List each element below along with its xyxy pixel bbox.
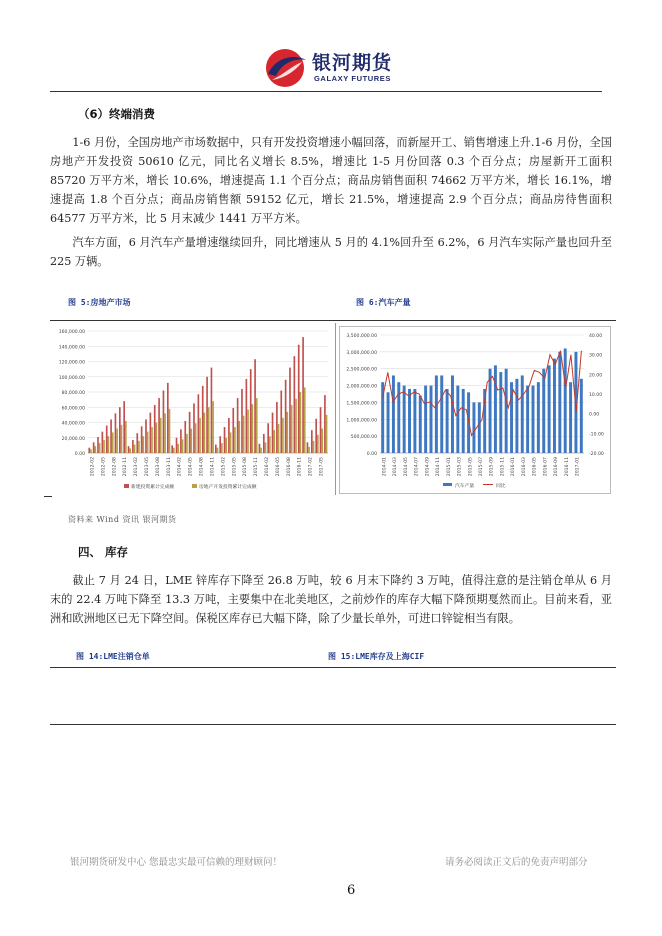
figure-15-label: 图 15:LME库存及上海CIF (328, 652, 425, 661)
bar-auto-production (387, 392, 390, 453)
bar-development-investment (256, 398, 258, 453)
bar-development-investment (243, 416, 245, 453)
bar-auto-production (446, 389, 449, 453)
bar-development-investment (204, 413, 206, 453)
bar-development-investment (169, 409, 171, 453)
y-left-tick-label: 2,000,000.00 (346, 384, 377, 390)
bar-new-investment (106, 426, 108, 453)
bar-development-investment (260, 448, 262, 453)
bar-new-investment (276, 402, 278, 453)
x-tick-label: 2016-11 (297, 457, 303, 477)
figure-6-label: 图 6:汽车产量 (356, 298, 411, 307)
legend-label-development-investment: 房地产开发投资累计完成额 (199, 485, 257, 490)
bar-auto-production (435, 375, 438, 453)
bar-new-investment (320, 407, 322, 453)
y-tick-label: 40,000.00 (61, 421, 85, 427)
x-tick-label: 2016-08 (286, 457, 292, 477)
bar-new-investment (250, 369, 252, 453)
bar-new-investment (180, 429, 182, 453)
bar-development-investment (278, 424, 280, 453)
page-number: 6 (347, 883, 356, 898)
bar-new-investment (302, 337, 304, 453)
bar-development-investment (234, 427, 236, 453)
x-tick-label: 2015-11 (500, 457, 506, 477)
bar-new-investment (285, 380, 287, 453)
real-estate-chart-svg (50, 323, 335, 495)
bar-development-investment (112, 432, 114, 453)
bar-auto-production (505, 369, 508, 453)
bar-new-investment (88, 448, 90, 453)
paragraph-real-estate: 1-6 月份，全国房地产市场数据中，只有开发投资增速小幅回落，而新屋开工、销售增速上升.1-6 月份，全国房地产开发投资 50610 亿元，同比名义增长 8.5%，增速比 1-5 月份回落 0.3 个百分点；房屋新开工面积 85720 万平方米，增长 10.6%，增速提高 1.1 个百分点；商品房销售面积 74662 万平方米，增长 16.1%，增速提高 1.8 个百分点；商品房销售额 59152 亿元，增长 21.5%，增速提高 2.9 个百分点；商品房待售面积 64577 万平方米，比 5 月末减少 1441 万平方米。 (50, 136, 612, 225)
figure-bottom-rule-2 (50, 724, 616, 725)
bar-auto-production (408, 389, 411, 453)
x-tick-label: 2012-08 (112, 457, 118, 477)
bar-auto-production (526, 386, 529, 453)
y-right-tick-label: 10.00 (589, 393, 603, 398)
section-title-consumption: （6）终端消费 (78, 107, 156, 121)
bar-auto-production (532, 386, 535, 453)
x-tick-label: 2014-08 (199, 457, 205, 477)
bar-development-investment (108, 436, 110, 453)
real-estate-chart (50, 323, 336, 495)
bar-new-investment (176, 438, 178, 453)
bar-new-investment (267, 423, 269, 453)
bar-auto-production (419, 396, 422, 453)
x-tick-label: 2015-11 (254, 457, 260, 477)
x-tick-label: 2016-01 (511, 457, 517, 477)
bar-development-investment (217, 448, 219, 453)
bar-development-investment (221, 443, 223, 453)
bar-auto-production (413, 389, 416, 453)
figure-bottom-rule (50, 667, 616, 668)
bar-development-investment (186, 434, 188, 453)
bar-auto-production (451, 375, 454, 453)
bar-development-investment (291, 405, 293, 453)
galaxy-logo-icon (262, 44, 308, 90)
figure-14-label: 图 14:LME注销仓单 (76, 652, 150, 661)
y-left-tick-label: 1,000,000.00 (346, 418, 377, 424)
bar-auto-production (569, 382, 572, 453)
bar-new-investment (263, 434, 265, 453)
bar-auto-production (397, 382, 400, 453)
x-tick-label: 2014-01 (382, 457, 388, 477)
bar-new-investment (136, 433, 138, 453)
x-tick-label: 2014-11 (210, 457, 216, 477)
footer-disclaimer: 请务必阅读正文后的免责声明部分 (445, 857, 588, 868)
bar-auto-production (424, 386, 427, 453)
figure-top-rule (50, 320, 616, 321)
bar-auto-production (489, 369, 492, 453)
bar-development-investment (173, 448, 175, 453)
bar-auto-production (548, 365, 551, 453)
bar-development-investment (238, 421, 240, 453)
bar-auto-production (580, 379, 583, 453)
x-tick-label: 2016-11 (564, 457, 570, 477)
bar-new-investment (119, 407, 121, 453)
bar-development-investment (160, 418, 162, 453)
bar-new-investment (241, 389, 243, 453)
x-tick-label: 2016-05 (275, 457, 281, 477)
figure-5-label: 图 5:房地产市场 (68, 298, 131, 307)
bar-development-investment (269, 436, 271, 453)
bar-auto-production (440, 375, 443, 453)
bar-development-investment (156, 423, 158, 454)
bar-new-investment (128, 446, 130, 453)
bar-auto-production (494, 365, 497, 453)
y-left-tick-label: 0.00 (366, 452, 377, 457)
bar-new-investment (123, 401, 125, 453)
bar-new-investment (150, 413, 152, 453)
bar-new-investment (307, 442, 309, 453)
x-tick-label: 2015-01 (446, 457, 452, 477)
x-tick-label: 2015-05 (468, 457, 474, 477)
bar-development-investment (151, 427, 153, 453)
bar-development-investment (265, 442, 267, 453)
bar-development-investment (304, 387, 306, 453)
bar-auto-production (472, 402, 475, 453)
bar-new-investment (237, 398, 239, 453)
bar-auto-production (564, 348, 567, 453)
bar-new-investment (289, 368, 291, 453)
bar-development-investment (94, 446, 96, 453)
y-left-tick-label: 2,500,000.00 (346, 367, 377, 373)
bar-development-investment (252, 404, 254, 453)
bar-new-investment (132, 440, 134, 453)
bar-auto-production (553, 359, 556, 453)
bar-new-investment (202, 386, 204, 453)
legend-swatch-auto-production (443, 483, 452, 486)
x-tick-label: 2017-05 (319, 457, 325, 477)
x-tick-label: 2013-05 (145, 457, 150, 477)
y-left-tick-label: 3,000,000.00 (346, 350, 377, 356)
bar-development-investment (286, 412, 288, 453)
y-tick-label: 100,000.00 (58, 375, 85, 381)
x-tick-label: 2015-08 (243, 457, 249, 477)
bar-development-investment (90, 449, 92, 453)
y-tick-label: 0.00 (74, 452, 85, 457)
bar-new-investment (167, 383, 169, 453)
x-tick-label: 2015-07 (479, 457, 484, 477)
y-tick-label: 160,000.00 (58, 330, 85, 335)
bar-new-investment (97, 437, 99, 453)
bar-new-investment (215, 445, 217, 453)
bar-new-investment (246, 379, 248, 453)
y-tick-label: 20,000.00 (61, 436, 85, 442)
y-tick-label: 140,000.00 (58, 345, 85, 351)
bar-development-investment (138, 441, 140, 453)
bar-development-investment (177, 444, 179, 453)
x-tick-label: 2016-07 (543, 457, 549, 477)
bar-new-investment (93, 442, 95, 453)
bar-new-investment (280, 390, 282, 453)
x-tick-label: 2015-05 (232, 457, 238, 477)
bar-new-investment (145, 419, 147, 453)
bar-auto-production (403, 386, 406, 453)
bar-development-investment (282, 418, 284, 453)
x-tick-label: 2014-03 (393, 457, 399, 477)
bar-development-investment (230, 432, 232, 453)
bar-auto-production (515, 379, 518, 453)
x-tick-label: 2014-02 (177, 457, 183, 477)
bar-development-investment (103, 440, 105, 453)
bar-development-investment (142, 436, 144, 453)
bar-development-investment (129, 448, 131, 453)
y-right-tick-label: 30.00 (589, 353, 603, 359)
x-tick-label: 2013-11 (166, 457, 172, 477)
legend-label-new-investment: 新建投资累计完成额 (131, 485, 175, 490)
bar-new-investment (224, 427, 226, 453)
x-tick-label: 2012-02 (90, 457, 96, 477)
bar-development-investment (326, 415, 328, 453)
x-tick-label: 2016-03 (521, 457, 527, 477)
bar-new-investment (219, 436, 221, 453)
x-tick-label: 2014-09 (425, 457, 431, 477)
brand-name-cn: 银河期货 (312, 52, 393, 74)
bar-development-investment (247, 410, 249, 453)
bar-development-investment (295, 399, 297, 453)
brand-name-en: GALAXY FUTURES (314, 74, 392, 83)
bar-new-investment (189, 412, 191, 453)
x-tick-label: 2014-11 (436, 457, 442, 477)
bar-auto-production (499, 372, 502, 453)
bar-new-investment (102, 432, 104, 453)
bar-new-investment (298, 345, 300, 453)
legend-swatch-development-investment (192, 484, 197, 488)
bar-auto-production (521, 375, 524, 453)
bar-development-investment (313, 441, 315, 453)
bar-development-investment (273, 430, 275, 453)
x-tick-label: 2014-05 (403, 457, 409, 477)
bar-development-investment (182, 439, 184, 453)
bar-development-investment (190, 429, 192, 453)
auto-production-chart (339, 326, 611, 494)
bar-development-investment (99, 443, 101, 453)
x-tick-label: 2017-02 (308, 457, 314, 477)
bar-auto-production (392, 375, 395, 453)
paragraph-auto: 汽车方面，6 月汽车产量增速继续回升，同比增速从 5 月的 4.1%回升至 6.2%，6 月汽车实际产量也回升至 225 万辆。 (50, 236, 612, 268)
bar-new-investment (154, 405, 156, 453)
line-yoy-growth (383, 351, 582, 436)
bar-development-investment (308, 447, 310, 453)
legend-label-yoy: 同比 (496, 484, 506, 489)
x-tick-label: 2016-05 (532, 457, 538, 477)
chart-corner-tick (44, 496, 52, 497)
bar-new-investment (311, 430, 313, 453)
header-divider (50, 91, 602, 92)
x-tick-label: 2015-03 (457, 457, 463, 477)
bar-new-investment (259, 444, 261, 453)
galaxy-futures-logo (262, 44, 412, 92)
y-left-tick-label: 1,500,000.00 (346, 401, 377, 407)
bar-new-investment (254, 359, 256, 453)
y-left-tick-label: 500,000.00 (350, 435, 377, 441)
bar-new-investment (198, 394, 200, 453)
paragraph-inventory: 截止 7 月 24 日，LME 锌库存下降至 26.8 万吨，较 6 月末下降约 3 万吨，值得注意的是注销仓单从 6 月末的 22.4 万吨下降至 13.3 万吨，主要集中在北美地区，之前炒作的库存大幅下降预期戛然而止。目前来看，亚洲和欧洲地区已无下降空间。保税区库存已大幅下降，除了少量长单外，可进口锌锭相当有限。 (50, 574, 612, 625)
bar-auto-production (462, 389, 465, 453)
bar-development-investment (164, 413, 166, 453)
x-tick-label: 2016-02 (265, 457, 270, 477)
bar-auto-production (558, 352, 561, 453)
data-source-note: 资料来 Wind 资讯 银河期货 (68, 515, 177, 524)
x-tick-label: 2012-11 (123, 457, 129, 477)
x-tick-label: 2014-07 (414, 457, 420, 477)
bar-auto-production (478, 402, 481, 453)
bar-development-investment (134, 445, 136, 453)
bar-development-investment (212, 401, 214, 453)
x-tick-label: 2014-05 (188, 457, 194, 477)
bar-development-investment (195, 423, 197, 453)
y-left-tick-label: 3,500,000.00 (346, 334, 377, 339)
bar-development-investment (121, 425, 123, 453)
bar-auto-production (456, 386, 459, 453)
legend-swatch-new-investment (124, 484, 129, 488)
bar-new-investment (206, 377, 208, 453)
bar-new-investment (193, 403, 195, 453)
bar-new-investment (324, 395, 326, 453)
bar-new-investment (158, 398, 160, 453)
bar-development-investment (147, 432, 149, 453)
bar-auto-production (537, 382, 540, 453)
bar-development-investment (116, 429, 118, 453)
x-tick-label: 2013-08 (155, 457, 161, 477)
bar-auto-production (542, 369, 545, 453)
bar-development-investment (125, 421, 127, 453)
y-tick-label: 80,000.00 (61, 391, 85, 396)
bar-new-investment (184, 421, 186, 453)
legend-label-auto-production: 汽车产量 (455, 484, 475, 489)
bar-development-investment (208, 407, 210, 453)
bar-development-investment (321, 429, 323, 453)
x-tick-label: 2017-01 (575, 457, 581, 477)
section-title-inventory: 四、 库存 (78, 545, 129, 559)
bar-new-investment (211, 368, 213, 453)
bar-new-investment (115, 413, 117, 453)
y-right-tick-label: 40.00 (589, 334, 603, 339)
y-right-tick-label: 0.00 (589, 412, 600, 418)
y-right-tick-label: -10.00 (589, 432, 604, 438)
y-tick-label: 120,000.00 (58, 360, 85, 366)
bar-new-investment (272, 413, 274, 453)
bar-new-investment (294, 356, 296, 453)
bar-development-investment (199, 418, 201, 453)
bar-new-investment (228, 418, 230, 453)
y-right-tick-label: 20.00 (589, 373, 603, 379)
x-tick-label: 2015-02 (221, 457, 227, 477)
bar-new-investment (171, 445, 173, 453)
bar-new-investment (110, 419, 112, 453)
bar-new-investment (315, 419, 317, 453)
bar-development-investment (300, 392, 302, 453)
bar-new-investment (232, 408, 234, 453)
x-tick-label: 2013-02 (134, 457, 140, 477)
x-tick-label: 2012-05 (101, 457, 107, 477)
x-tick-label: 2015-09 (489, 457, 495, 477)
bar-new-investment (141, 426, 143, 453)
bar-new-investment (163, 390, 165, 453)
bar-development-investment (225, 438, 227, 453)
bar-development-investment (317, 435, 319, 453)
x-tick-label: 2016-09 (554, 457, 560, 477)
bar-auto-production (430, 386, 433, 453)
auto-production-chart-svg (340, 327, 610, 493)
y-right-tick-label: -20.00 (589, 452, 604, 457)
footer-left-text: 银河期货研发中心 您最忠实最可信赖的理财顾问！ (70, 857, 283, 868)
y-tick-label: 60,000.00 (61, 406, 85, 412)
